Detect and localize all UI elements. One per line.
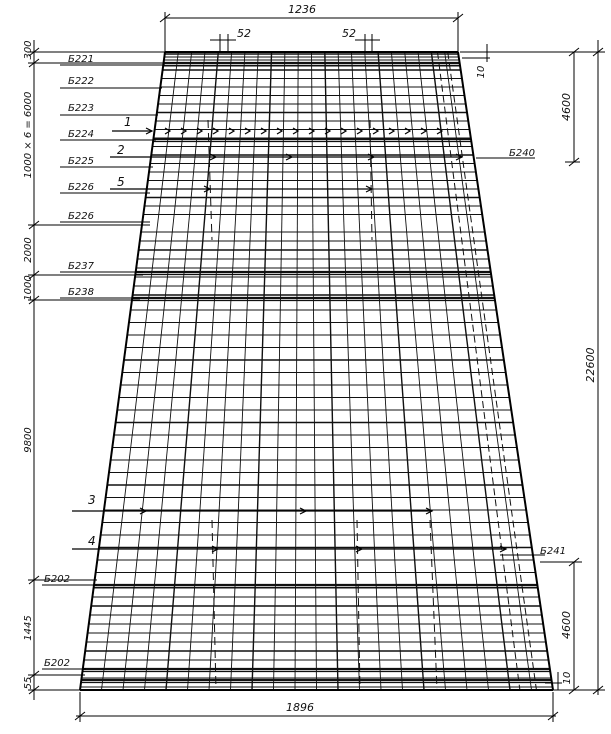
left-dim-55: 55 xyxy=(23,676,34,690)
callout-arrows xyxy=(72,128,506,552)
left-label-b223: Б223 xyxy=(68,103,94,114)
left-label-b226-2: Б226 xyxy=(68,211,94,222)
left-dim-2000: 2000 xyxy=(23,237,34,263)
vertical-bar xyxy=(145,52,205,690)
vertical-bar xyxy=(325,52,338,690)
arrow-head xyxy=(261,128,266,134)
vertical-bar xyxy=(274,52,285,690)
left-label-b238: Б238 xyxy=(68,287,94,298)
ten-top-label: 10 xyxy=(476,65,487,79)
vertical-bar xyxy=(123,52,192,690)
callout-3: 3 xyxy=(88,493,96,507)
bottom-dimension xyxy=(75,692,558,722)
vertical-bar xyxy=(431,52,510,690)
top-spacing-label-b: 52 xyxy=(342,27,356,40)
top-width-label: 1236 xyxy=(288,3,316,16)
arrow-head xyxy=(325,128,330,134)
arrow-head xyxy=(421,128,426,134)
vertical-bar xyxy=(418,52,488,690)
left-dim-300: 300 xyxy=(23,40,34,60)
arrow-head xyxy=(389,128,394,134)
vertical-bar xyxy=(209,52,245,690)
left-label-b202-2: Б202 xyxy=(44,658,70,669)
left-dim-1000: 1000 xyxy=(23,275,34,301)
vertical-bar xyxy=(312,52,317,690)
vertical-bar xyxy=(378,52,424,690)
top-segment-label: 4600 xyxy=(560,93,573,121)
mesh-outline xyxy=(80,52,553,690)
total-height-label: 22600 xyxy=(584,347,597,383)
vertical-bar xyxy=(188,52,232,690)
callout-2: 2 xyxy=(117,143,125,157)
arrow-head xyxy=(277,128,282,134)
left-dim-9800: 9800 xyxy=(23,427,34,453)
left-dim-6000: 1000 × 6 = 6000 xyxy=(23,91,34,179)
top-spacing-label-a: 52 xyxy=(237,27,251,40)
left-label-b221: Б221 xyxy=(68,54,94,65)
bottom-width-label: 1896 xyxy=(286,701,314,714)
bottom-segment-label: 4600 xyxy=(560,611,573,639)
arrow-head xyxy=(293,128,298,134)
top-dimension xyxy=(160,12,463,52)
arrow-head xyxy=(341,128,346,134)
left-label-b225: Б225 xyxy=(68,156,94,167)
left-label-b226: Б226 xyxy=(68,182,94,193)
reinforcement-mesh xyxy=(80,52,552,690)
arrow-head xyxy=(229,128,234,134)
right-label-b240: Б240 xyxy=(509,148,535,159)
dashed-bar xyxy=(212,520,216,690)
vertical-bar xyxy=(252,52,272,690)
callout-5: 5 xyxy=(117,175,125,189)
arrow-head xyxy=(245,128,250,134)
vertical-bar xyxy=(231,52,259,690)
dashed-bar xyxy=(437,52,519,690)
callout-1: 1 xyxy=(124,115,132,129)
vertical-bar xyxy=(102,52,179,690)
arrow-head xyxy=(357,128,362,134)
vertical-bar xyxy=(391,52,445,690)
arrow-head xyxy=(373,128,378,134)
left-label-b222: Б222 xyxy=(68,76,94,87)
left-label-b202: Б202 xyxy=(44,574,70,585)
arrow-head xyxy=(309,128,314,134)
left-dimensions xyxy=(28,40,165,700)
vertical-bar xyxy=(295,52,298,690)
vertical-bar xyxy=(166,52,218,690)
left-label-b237: Б237 xyxy=(68,261,94,272)
arrow-head xyxy=(213,128,218,134)
callout-4: 4 xyxy=(88,534,96,548)
left-label-b224: Б224 xyxy=(68,129,94,140)
right-label-b241: Б241 xyxy=(540,546,566,557)
left-dim-1445: 1445 xyxy=(23,615,34,641)
ten-bottom-label: 10 xyxy=(562,671,573,685)
arrow-head xyxy=(405,128,410,134)
